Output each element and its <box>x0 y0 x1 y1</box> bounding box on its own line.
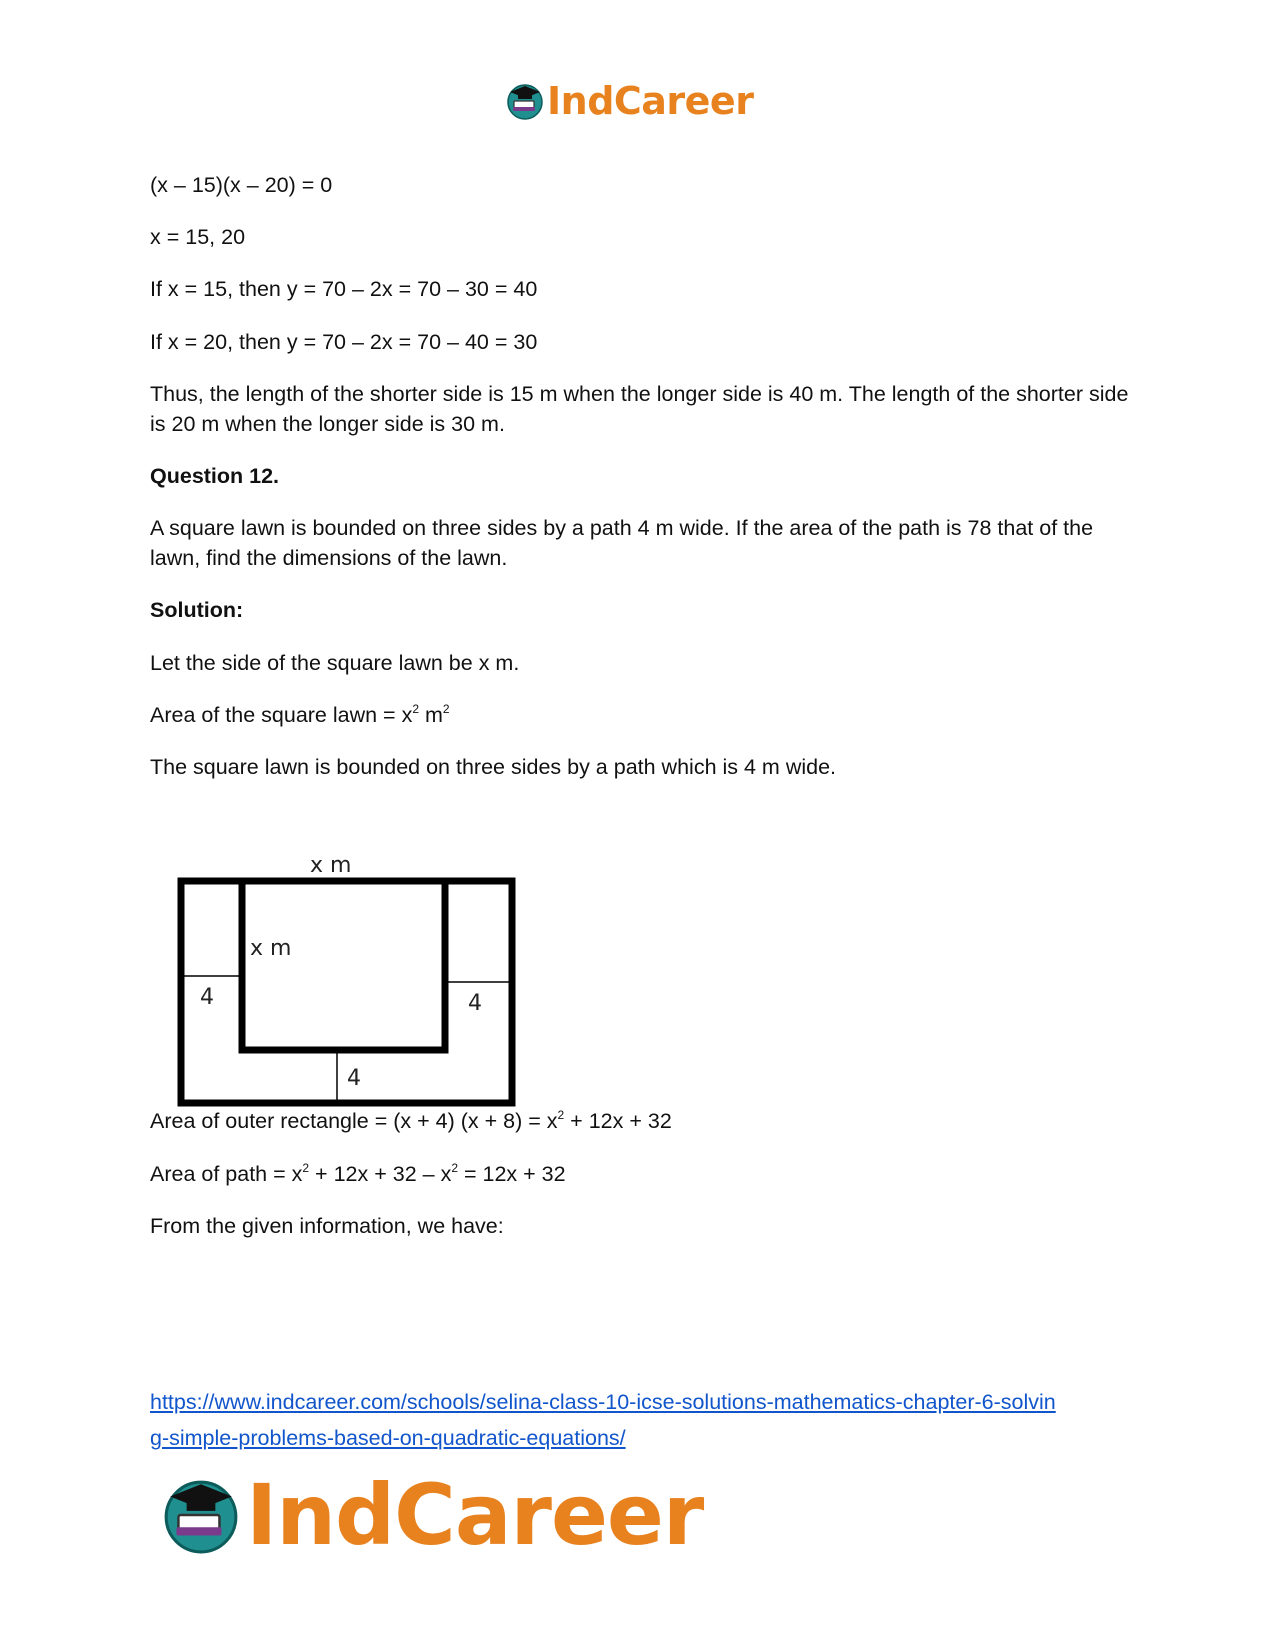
left-width-label: 4 <box>200 985 214 1010</box>
case-x-20: If x = 20, then y = 70 – 2x = 70 – 40 = 30 <box>150 330 538 354</box>
question-text: A square lawn is bounded on three sides by a path 4 m wide. If the area of the path is 78 that of the lawn, find the dimensions of the lawn. <box>150 516 1094 570</box>
equation-factored: (x – 15)(x – 20) = 0 <box>150 173 333 197</box>
graduation-cap-book-globe-icon <box>160 1474 242 1556</box>
solution-step-5: Area of path = $x^2 + 12x + 32 - x^2 = 12x + 32$ <box>150 1161 566 1186</box>
solution-step-3: The square lawn is bounded on three sides by a path which is 4 m wide. <box>150 755 837 779</box>
footer-logo <box>160 1466 704 1564</box>
right-width-label: 4 <box>468 991 482 1016</box>
lawn-path-diagram <box>170 842 530 1112</box>
lawn-square <box>242 881 445 1050</box>
inner-side-label: x m <box>250 936 292 961</box>
question-heading: Question 12. <box>150 464 280 488</box>
equation-roots: x = 15, 20 <box>150 225 246 249</box>
solution-step-1: Let the side of the square lawn be x m. <box>150 651 520 675</box>
header-logo-text: IndCareer <box>547 79 754 123</box>
bottom-width-label: 4 <box>347 1066 361 1091</box>
solution-step-4: Area of outer rectangle = (x + 4) $(x + 8) = x^2 + 12x + 32$ <box>150 1108 672 1133</box>
source-link-line-1[interactable]: https://www.indcareer.com/schools/selina-class-10-icse-solutions-mathematics-chapter-6-solvin <box>150 1390 1056 1414</box>
solution-step-2: Area of the square lawn = $x^2$ $m^2$ <box>150 702 450 727</box>
graduation-cap-book-globe-icon <box>505 81 545 121</box>
footer-logo-text: IndCareer <box>246 1466 704 1564</box>
source-link[interactable] <box>150 1384 1135 1456</box>
source-link-line-2[interactable]: g-simple-problems-based-on-quadratic-equations/ <box>150 1426 626 1450</box>
case-x-15: If x = 15, then y = 70 – 2x = 70 – 30 = 40 <box>150 277 538 301</box>
solution-step-6: From the given information, we have: <box>150 1214 504 1238</box>
header-logo <box>505 80 753 122</box>
solution-heading: Solution: <box>150 598 244 622</box>
top-side-label: x m <box>310 853 352 878</box>
conclusion-paragraph: Thus, the length of the shorter side is 15 m when the longer side is 40 m. The length of the shorter side is 20 m when the longer side is 30 m. <box>150 382 1129 436</box>
